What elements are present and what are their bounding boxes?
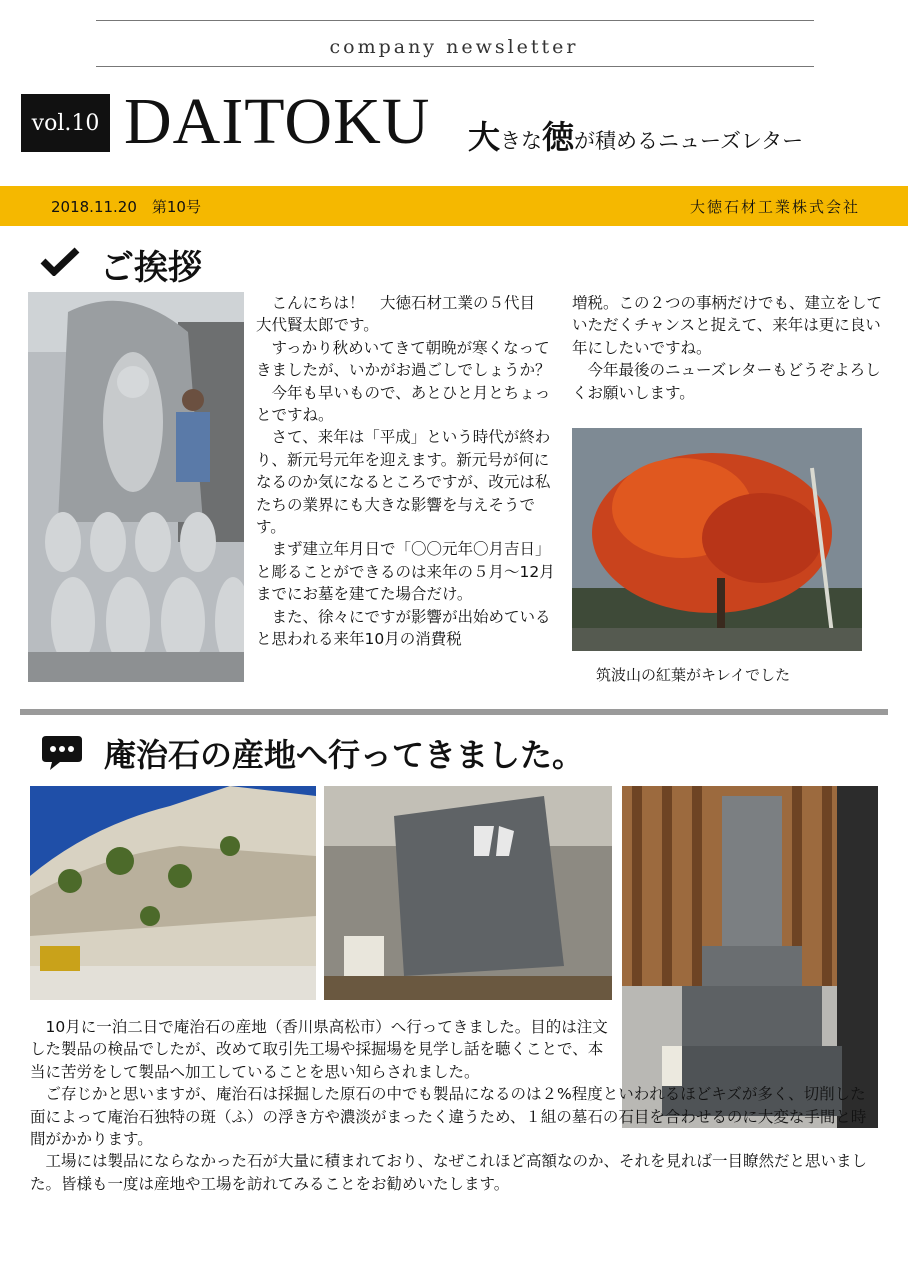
tagline: 大きな徳が積めるニューズレター [468,118,804,156]
quarry-photo [30,786,316,1000]
greeting-column-2: 増税。この２つの事柄だけでも、建立をしていただくチャンスと捉えて、来年は更に良い年にしたいですね。 今年最後のニューズレターもどうぞよろしくお願いします。 [572,294,883,402]
newsletter-subtitle: company newsletter [329,36,579,58]
greeting-column-1: こんにちは！ 大徳石材工業の５代目 大代賢太郎です。 すっかり秋めいてきて朝晩が寒くなってきましたが、いかがお過ごしでしょうか？ 今年も早いもので、あとひと月とちょっとですね。 さて、来年は「平成」という時代が終わり、新元号元年を迎えます。新元号が何になるのか気になるところですが、改元は私たちの業界にも大きな影響を与えそうです。 まず建立年月日で「〇〇元年〇月吉日」と彫ることができるのは来年の５月～12月までにお墓を建てた場合だけ。 また、徐々にですが影響が出始めていると思われる来年10月の消費税 [256,294,555,649]
aji-stone-title: 庵治石の産地へ行ってきました。 [104,736,585,774]
subtitle-rule [96,66,814,67]
aji-stone-article: 10月に一泊二日で庵治石の産地（香川県高松市）へ行ってきました。目的は注文した製品の検品でしたが、改めて取引先工場や採掘場を見学し話を聴くことで、本当に苦労をして製品へ加工していることを思い知らされました。 ご存じかと思いますが、庵治石は採掘した原石の中でも製品になるのは２%程度といわれるほどキズが多く、切削した面によって庵治石独特の斑（ふ）の浮き方や濃淡がまったく違うため、１組の墓石の石目を合わせるのに大変な手間と時間がかかります。 工場には製品にならなかった石が大量に積まれており、なぜこれほど高額なのか、それを見れば一目瞭然だと思いました。皆様も一度は産地や工場を訪れてみることをお勧めいたします。 [30,1018,868,1193]
section-divider [20,709,888,715]
autumn-leaves-photo [572,428,862,651]
speech-bubble-icon [40,734,84,772]
brand-title: DAITOKU [124,85,431,158]
greeting-title: ご挨拶 [100,248,202,288]
check-icon [40,246,80,276]
company-name: 大徳石材工業株式会社 [689,198,860,216]
statue-photo [28,292,244,682]
issue-date: 2018.11.20 第10号 [51,198,201,216]
volume-badge: vol.10 [21,94,110,152]
top-rule [96,20,814,21]
issue-band [0,186,908,226]
stone-block-photo [324,786,612,1000]
autumn-caption: 筑波山の紅葉がキレイでした [596,666,791,684]
